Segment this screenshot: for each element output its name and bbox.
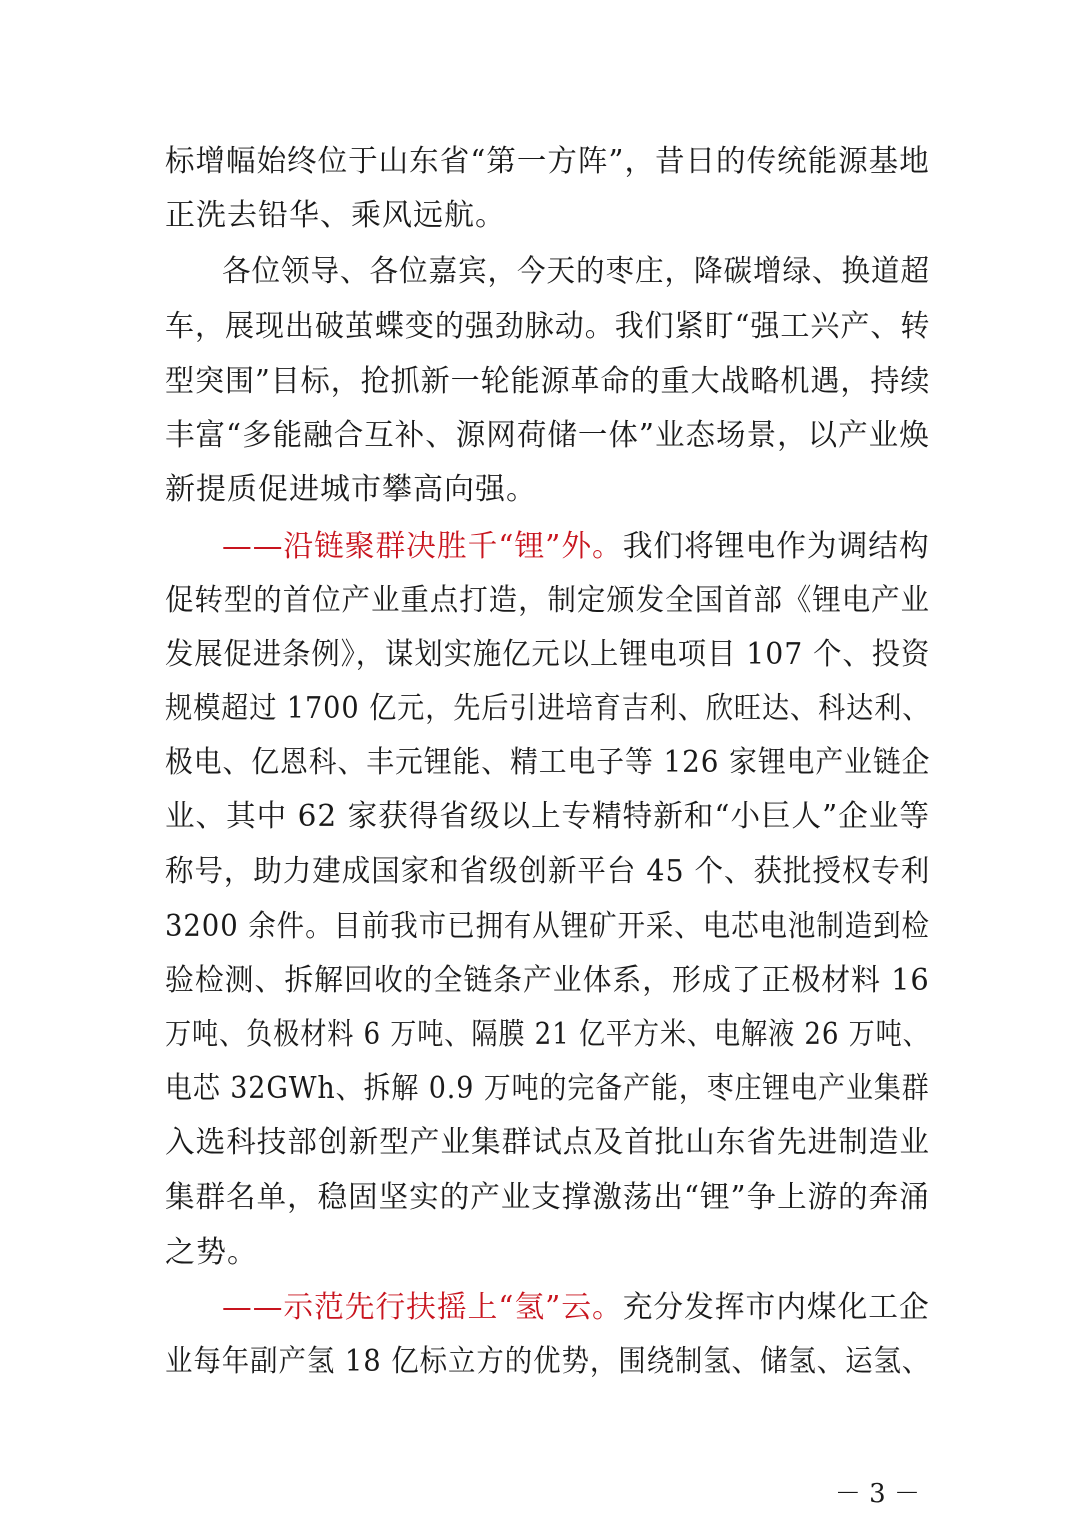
- lithium-paragraph-first-line: [222, 527, 930, 567]
- body-line: 发展促进条例》，谋划实施亿元以上锂电项目 107 个、投资: [165, 637, 931, 672]
- paragraph-start-line: 各位领导、各位嘉宾，今天的枣庄，降碳增绿、换道超: [222, 254, 930, 289]
- body-line: 万吨、负极材料 6 万吨、隔膜 21 亿平方米、电解液 26 万吨、: [165, 1017, 930, 1052]
- body-text: 我们将锂电作为调结构: [622, 529, 930, 564]
- body-line: 业、其中 62 家获得省级以上专精特新和“小巨人”企业等: [165, 799, 930, 834]
- hydrogen-paragraph-first-line: [222, 1288, 930, 1328]
- body-text: 充分发挥市内煤化工企: [622, 1290, 930, 1325]
- body-line: 极电、亿恩科、丰元锂能、精工电子等 126 家锂电产业链企: [165, 745, 931, 780]
- body-line: 电芯 32GWh、拆解 0.9 万吨的完备产能，枣庄锂电产业集群: [165, 1071, 930, 1106]
- body-line: 入选科技部创新型产业集群试点及首批山东省先进制造业: [165, 1125, 931, 1160]
- body-line: 丰富“多能融合互补、源网荷储一体”业态场景，以产业焕: [165, 418, 930, 453]
- body-line: 规模超过 1700 亿元，先后引进培育吉利、欣旺达、科达利、: [165, 691, 931, 726]
- body-line: 之势。: [165, 1235, 258, 1270]
- hydrogen-section-heading: ——示范先行扶摇上“氢”云。: [222, 1290, 623, 1325]
- body-line: 集群名单，稳固坚实的产业支撑激荡出“锂”争上游的奔涌: [165, 1180, 930, 1215]
- body-line: 新提质促进城市攀高向强。: [165, 472, 537, 507]
- page-number: － 3 －: [834, 1479, 920, 1509]
- body-line: 促转型的首位产业重点打造，制定颁发全国首部《锂电产业: [165, 583, 930, 618]
- lithium-section-heading: ——沿链聚群决胜千“锂”外。: [222, 529, 623, 564]
- body-line: 验检测、拆解回收的全链条产业体系，形成了正极材料 16: [165, 963, 930, 998]
- body-line: 3200 余件。目前我市已拥有从锂矿开采、电芯电池制造到检: [165, 909, 930, 944]
- body-line: 业每年副产氢 18 亿标立方的优势，围绕制氢、储氢、运氢、: [165, 1344, 931, 1379]
- body-line: 正洗去铅华、乘风远航。: [165, 198, 506, 233]
- body-line: 标增幅始终位于山东省“第一方阵”，昔日的传统能源基地: [165, 144, 930, 179]
- body-line: 称号，助力建成国家和省级创新平台 45 个、获批授权专利: [165, 854, 931, 889]
- body-line: 车，展现出破茧蝶变的强劲脉动。我们紧盯“强工兴产、转: [165, 309, 931, 344]
- body-line: 型突围”目标，抢抓新一轮能源革命的重大战略机遇，持续: [165, 364, 931, 399]
